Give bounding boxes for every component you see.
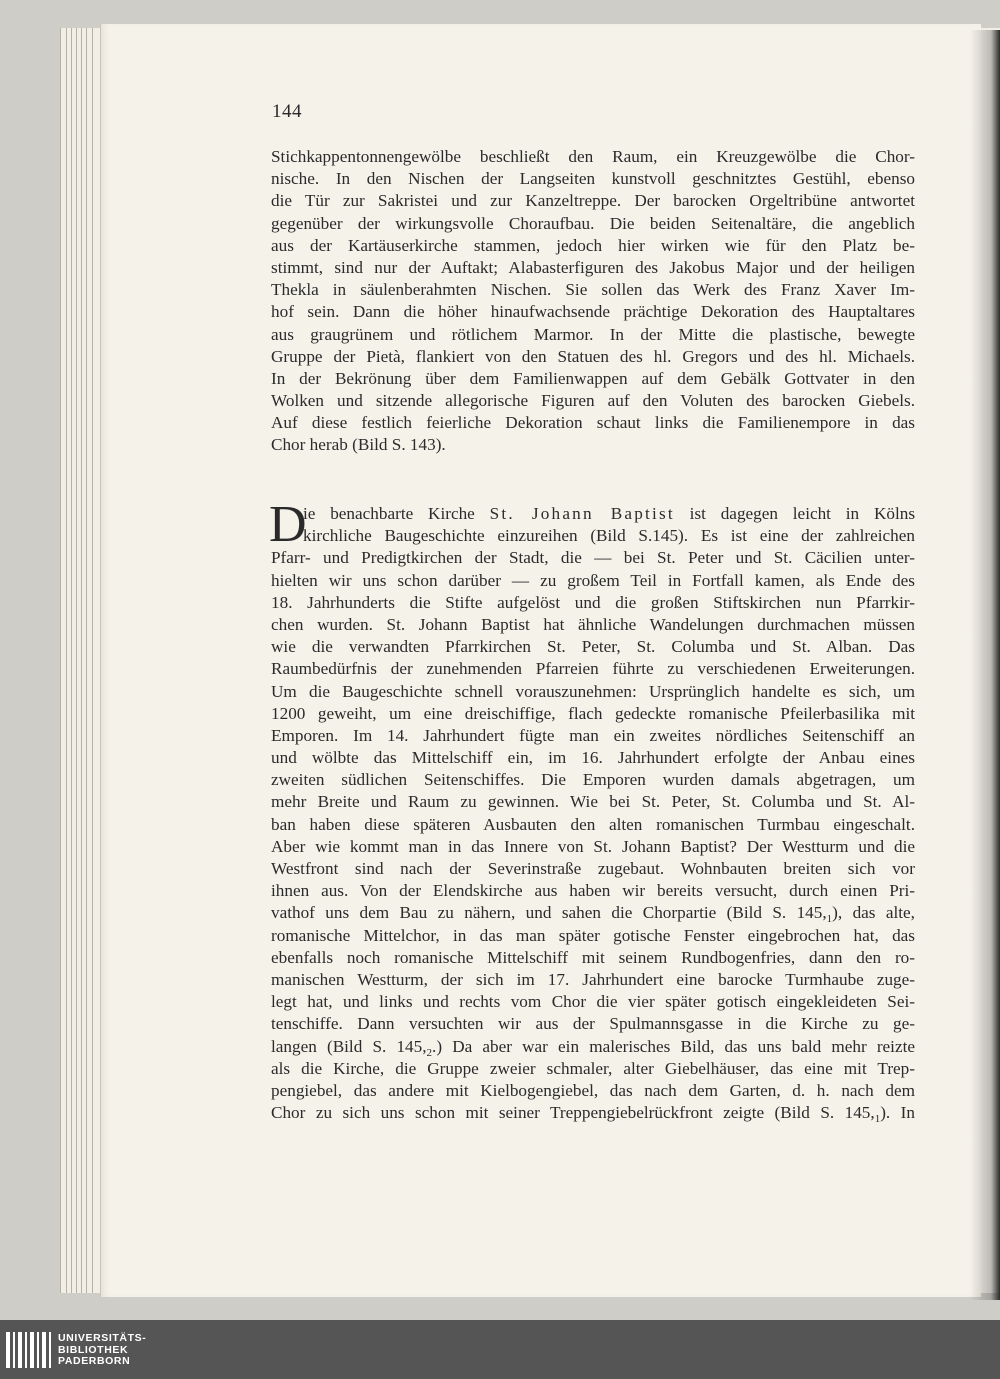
page-number: 144 (272, 101, 302, 122)
text-line: als die Kirche, die Gruppe zweier schmaler, alter Giebelhäuser, das eine mit Trep- (271, 1058, 915, 1078)
text-line: ebenfalls noch romanische Mittelschiff mit seinem Rundbogenfries, dann den ro- (271, 947, 915, 967)
text-line: chen wurden. St. Johann Baptist hat ähnliche Wandelungen durchmachen müssen (271, 614, 915, 634)
text-line: tenschiffe. Dann versuchten wir aus der Spulmannsgasse in die Kirche zu ge- (271, 1014, 915, 1034)
text-line: 1200 geweiht, um eine dreischiffige, flach gedeckte romanische Pfeilerbasilika mit (271, 703, 915, 723)
text-line: stimmt, sind nur der Auftakt; Alabasterfiguren des Jakobus Major und der heiligen (271, 257, 915, 277)
text-line: ihnen aus. Von der Elendskirche aus haben wir bereits versucht, durch einen Pri- (271, 881, 915, 901)
text-line: Um die Baugeschichte schnell vorauszunehmen: Ursprünglich handelte es sich, um (271, 681, 915, 701)
text-line: legt hat, und links und rechts vom Chor die vier später gotisch eingekleideten Sei- (271, 992, 915, 1012)
text-line: Raumbedürfnis der zunehmenden Pfarreien führte zu verschiedenen Erweiterungen. (271, 659, 915, 679)
logo-line: BIBLIOTHEK (58, 1343, 129, 1356)
text-line: ban haben diese späteren Ausbauten den alten romanischen Turmbau eingeschalt. (271, 814, 915, 834)
text-line: In der Bekrönung über dem Familienwappen auf dem Gebälk Gottvater in den (271, 368, 915, 388)
text-line: romanische Mittelchor, in das man später gotische Fenster eingebrochen hat, das (271, 925, 915, 945)
text-line: hielten wir uns schon darüber — zu großem Teil in Fortfall kamen, als Ende des (271, 570, 915, 590)
text-line: Gruppe der Pietà, flankiert von den Statuen des hl. Gregors und des hl. Michaels. (271, 346, 915, 366)
text-line: aus graugrünem und rötlichem Marmor. In der Mitte die plastische, bewegte (271, 324, 915, 344)
text-line: kirchliche Baugeschichte einzureihen (Bild S.145). Es ist eine der zahlreichen (303, 526, 915, 546)
text-line: ie benachbarte Kirche St. Johann Baptist ist dagegen leicht in Kölns (303, 504, 916, 523)
text-line: langen (Bild S. $145,_2$.) Da aber war ein malerisches Bild, das uns bald mehr reizte (271, 1036, 915, 1059)
logo-line: UNIVERSITÄTS- (58, 1332, 147, 1344)
text-line: Chor herab (Bild S. 143). (271, 435, 446, 455)
text-line: die Tür zur Sakristei und zur Kanzeltreppe. Der barocken Orgeltribüne antwortet (271, 191, 915, 211)
library-logo-icon (6, 1332, 51, 1368)
book-gutter (970, 30, 1000, 1300)
text-line: pengiebel, das andere mit Kielbogengiebel, das nach dem Garten, d. h. nach dem (271, 1080, 915, 1100)
text-line: mehr Breite und Raum zu gewinnen. Wie bei St. Peter, St. Columba und St. Al- (271, 792, 915, 812)
drop-cap: D (269, 496, 307, 553)
text-line: Westfront sind nach der Severinstraße zugebaut. Wohnbauten breiten sich vor (271, 859, 915, 878)
text-line: Wolken und sitzende allegorische Figuren auf den Voluten des barocken Giebels. (271, 391, 915, 411)
text-line: Thekla in säulenberahmten Nischen. Sie sollen das Werk des Franz Xaver Im- (271, 280, 915, 300)
text-line: Auf diese festlich feierliche Dekoration schaut links die Familienempore in das (271, 413, 915, 433)
text-line: hof sein. Dann die höher hinaufwachsende prächtige Dekoration des Hauptaltares (271, 302, 915, 322)
text-line: und wölbte das Mittelschiff ein, im 16. Jahrhundert erfolgte der Anbau eines (271, 748, 915, 768)
text-line: nische. In den Nischen der Langseiten kunstvoll geschnitztes Gestühl, ebenso (271, 169, 915, 189)
text-line: Chor zu sich uns schon mit seiner Treppengiebelrückfront zeigte (Bild S. $145,_1$). In (271, 1103, 915, 1126)
logo-line: PADERBORN (58, 1355, 131, 1367)
text-line: aus der Kartäuserkirche stammen, jedoch hier wirken wie für den Platz be- (271, 235, 915, 255)
library-footer (0, 1320, 1000, 1379)
paragraph-1 (271, 146, 915, 457)
text-line: manischen Westturm, der sich im 17. Jahrhundert eine barocke Turmhaube zuge- (271, 969, 915, 989)
text-line: vathof uns dem Bau zu nähern, und sahen die Chorpartie (Bild S. $145,_1$), das alte, (271, 903, 915, 926)
text-line: Stichkappentonnengewölbe beschließt den Raum, ein Kreuzgewölbe die Chor- (271, 147, 915, 166)
paragraph-2 (269, 496, 916, 1126)
text-line: Pfarr- und Predigtkirchen der Stadt, die — bei St. Peter und St. Cäcilien unter- (271, 548, 915, 568)
text-line: Emporen. Im 14. Jahrhundert fügte man ein zweites nördliches Seitenschiff an (271, 725, 915, 745)
text-line: 18. Jahrhunderts die Stifte aufgelöst und die großen Stiftskirchen nun Pfarrkir- (271, 592, 915, 612)
library-logo-text (58, 1333, 146, 1368)
text-line: zweiten südlichen Seitenschiffes. Die Emporen wurden damals abgetragen, um (271, 770, 915, 790)
text-line: Aber wie kommt man in das Innere von St. Johann Baptist? Der Westturm und die (271, 836, 915, 856)
text-line: gegenüber der wirkungsvolle Choraufbau. Die beiden Seitenaltäre, die angeblich (271, 213, 915, 233)
text-line: wie die verwandten Pfarrkirchen St. Peter, St. Columba und St. Alban. Das (271, 637, 915, 657)
